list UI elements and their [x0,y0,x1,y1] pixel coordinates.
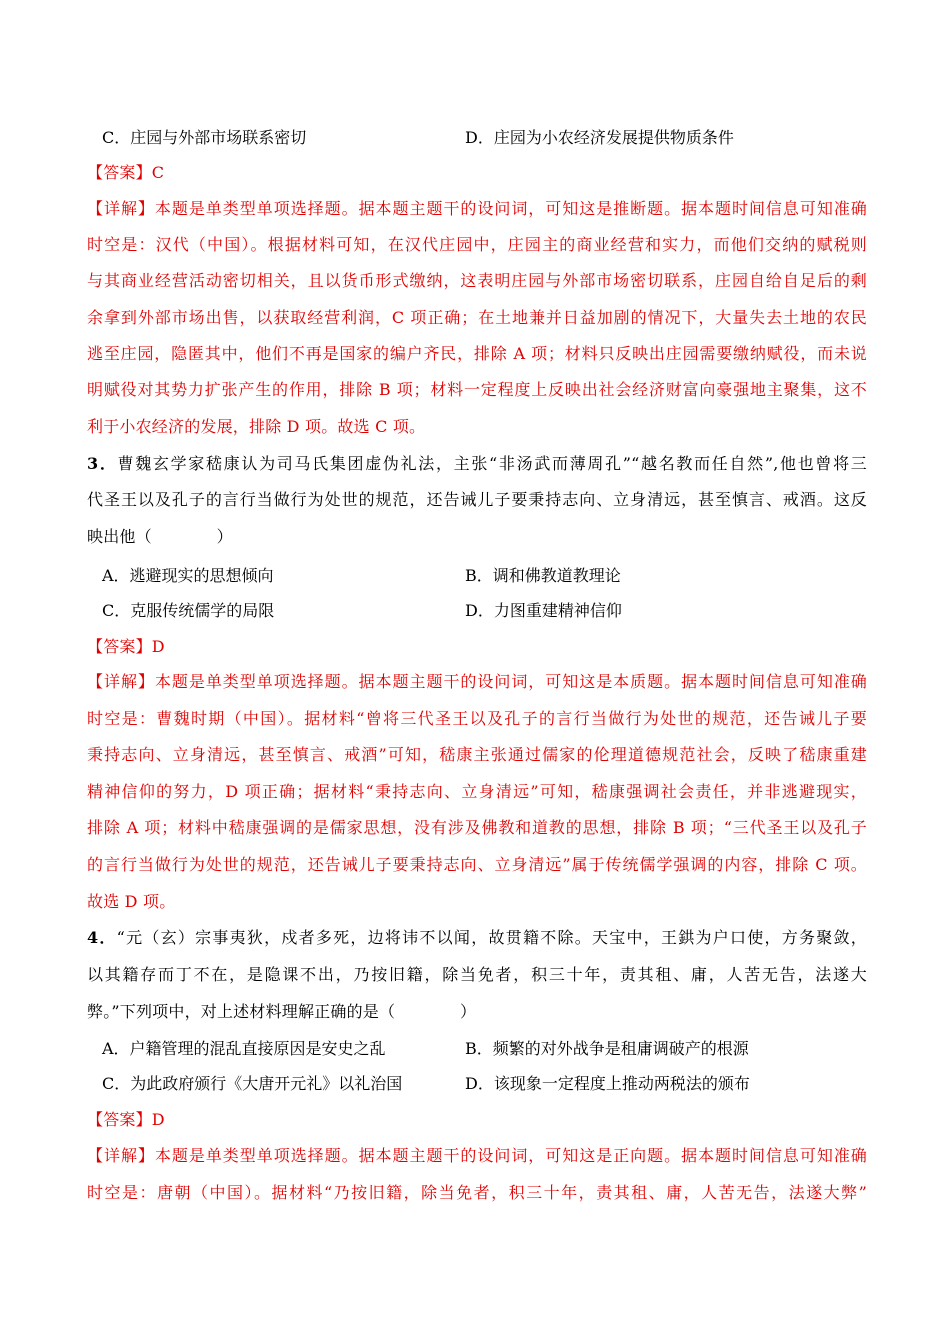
q3-stem-line-1: 3．曹魏玄学家嵇康认为司马氏集团虚伪礼法，主张“非汤武而薄周孔”“越名教而任自然”,他也曾将三 [87,454,867,473]
q4-option-a: A．户籍管理的混乱直接原因是安史之乱 [102,1039,386,1058]
q3-explain-line-6: 的言行当做行为处世的规范，还告诫儿子要秉持志向、立身清远”属于传统儒学强调的内容，排除 C 项。 [87,855,867,874]
q4-explain-line-1: 【详解】本题是单类型单项选择题。据本题主题干的设问词，可知这是正向题。据本题时间信息可知准确 [87,1146,867,1165]
q3-option-c: C．克服传统儒学的局限 [102,601,275,620]
q3-explain-line-2: 时空是：曹魏时期（中国）。据材料“曾将三代圣王以及孔子的言行当做行为处世的规范，还告诫儿子要 [87,709,867,728]
q2-explain-label: 【详解】 [87,199,155,218]
q3-explain-line-3: 秉持志向、立身清远，甚至慎言、戒酒”可知，嵇康主张通过儒家的伦理道德规范社会，反映了嵇康重建 [87,745,867,764]
q4-option-c: C．为此政府颁行《大唐开元礼》以礼治国 [102,1074,403,1093]
q3-explain-label: 【详解】 [87,672,155,691]
q3-explain-line-7: 故选 D 项。 [87,892,176,911]
q2-explain-line-3: 与其商业经营活动密切相关，且以货币形式缴纳，这表明庄园与外部市场密切联系，庄园自给自足后的剩 [87,271,867,290]
q4-explain-line-2: 时空是：唐朝（中国）。据材料“乃按旧籍，除当免者，积三十年，责其租、庸，人苦无告，法遂大弊” [87,1183,867,1202]
q3-option-a: A．逃避现实的思想倾向 [102,566,274,585]
q3-explain-line-1: 【详解】本题是单类型单项选择题。据本题主题干的设问词，可知这是本质题。据本题时间信息可知准确 [87,672,867,691]
q3-option-b: B．调和佛教道教理论 [465,566,621,585]
q3-stem-line-2: 代圣王以及孔子的言行当做行为处世的规范，还告诫儿子要秉持志向、立身清远，甚至慎言、戒酒。这反 [87,490,867,509]
q3-option-d: D．力图重建精神信仰 [465,601,622,620]
q4-explain-label: 【详解】 [87,1146,155,1165]
q2-answer: 【答案】C [87,163,165,182]
q4-option-d: D．该现象一定程度上推动两税法的颁布 [465,1074,750,1093]
q4-option-b: B．频繁的对外战争是租庸调破产的根源 [465,1039,749,1058]
q2-explain-line-4: 余拿到外部市场出售，以获取经营利润，C 项正确；在土地兼并日益加剧的情况下，大量失去土地的农民 [87,308,867,327]
q2-explain-line-6: 明赋役对其势力扩张产生的作用，排除 B 项；材料一定程度上反映出社会经济财富向豪强地主聚集，这不 [87,380,867,399]
q2-option-d: D．庄园为小农经济发展提供物质条件 [465,128,734,147]
q2-explain-line-7: 利于小农经济的发展，排除 D 项。故选 C 项。 [87,417,426,436]
q4-stem-line-1: 4．“元（玄）宗事夷狄，戍者多死，边将讳不以闻，故贯籍不除。天宝中，王鉷为户口使，方务聚敛， [87,928,867,947]
q3-explain-line-4: 精神信仰的努力，D 项正确；据材料“秉持志向、立身清远”可知，嵇康强调社会责任，并非逃避现实， [87,782,867,801]
q2-explain-line-2: 时空是：汉代（中国）。根据材料可知，在汉代庄园中，庄园主的商业经营和实力，而他们交纳的赋税则 [87,235,867,254]
q4-answer: 【答案】D [87,1110,165,1129]
q4-number: 4． [87,928,117,947]
q3-explain-line-5: 排除 A 项；材料中嵇康强调的是儒家思想，没有涉及佛教和道教的思想，排除 B 项；“三代圣王以及孔子 [87,818,867,837]
q2-explain-line-5: 逃至庄园，隐匿其中，他们不再是国家的编户齐民，排除 A 项；材料只反映出庄园需要缴纳赋役，而未说 [87,344,867,363]
q4-stem-line-2: 以其籍存而丁不在，是隐课不出，乃按旧籍，除当免者，积三十年，责其租、庸，人苦无告，法遂大 [87,965,867,984]
q3-answer: 【答案】D [87,637,165,656]
q3-stem-line-3: 映出他（ ） [87,527,233,546]
q3-number: 3． [87,454,118,473]
q2-option-c: C．庄园与外部市场联系密切 [102,128,307,147]
q2-explain-line-1: 【详解】本题是单类型单项选择题。据本题主题干的设问词，可知这是推断题。据本题时间信息可知准确 [87,199,867,218]
q4-stem-line-3: 弊。”下列项中，对上述材料理解正确的是（ ） [87,1002,477,1021]
